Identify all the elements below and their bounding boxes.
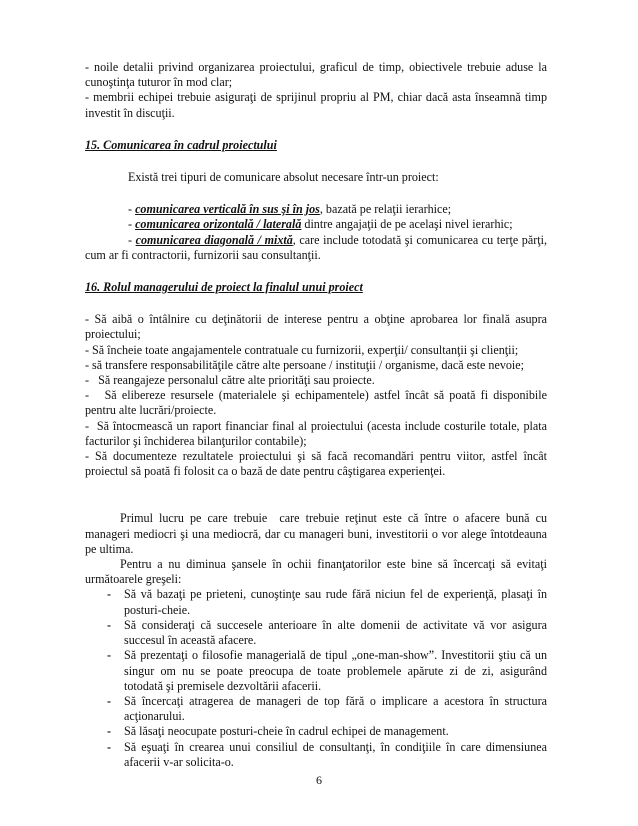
end-role-item: - Să aibă o întâlnire cu deţinătorii de interese pentru a obţine aprobarea lor finală asupra proiectului; (85, 312, 547, 342)
communication-type-name: comunicarea diagonală / mixtă (135, 232, 293, 247)
communication-type: - comunicarea diagonală / mixtă, care include totodată şi comunicarea cu terţe părţi, cum ar fi contractorii, furnizorii sau consultanţii. (85, 232, 547, 262)
mistake-item: - Să prezentaţi o filosofie managerială de tipul „one-man-show”. Investitorii ştiu că un singur om nu se poate preocupa de toate problemele apărute zi de zi, asigurând totodată şi premisele dezvoltării afacerii. (107, 648, 547, 693)
communication-type: - comunicarea verticală în sus şi în jos, bazată pe relaţii ierarhice; (128, 202, 452, 217)
closing-paragraph: Pentru a nu diminua şansele în ochii finanţatorilor este bine să încercaţi să evitaţi următoarele greşeli: (85, 557, 547, 587)
document-page (85, 60, 551, 770)
section-15-heading: 15. Comunicarea în cadrul proiectului (85, 137, 277, 152)
mistake-item: - Să eşuaţi în crearea unui consiliul de consultanţi, în condiţiile în care dimensiunea afacerii v-ar solicita-o. (107, 739, 547, 769)
end-role-item: - Să elibereze resursele (materialele şi echipamentele) astfel încât să poată fi disponibile pentru alte lucrări/proiecte. (85, 388, 551, 418)
end-role-item: - Să documenteze rezultatele proiectului şi să facă recomandări pentru viitor, astfel încât proiectul să poată fi folosit ca o bază de date pentru câştigarea experienţei. (85, 449, 547, 479)
section-16-heading: 16. Rolul managerului de proiect la finalul unui proiect (85, 280, 363, 295)
communication-type-name: comunicarea orizontală / laterală (135, 217, 302, 232)
section-15-intro: Există trei tipuri de comunicare absolut necesare într-un proiect: (128, 170, 439, 185)
mistakes-list (85, 587, 547, 769)
page-number: 6 (316, 773, 322, 787)
communication-types-list (85, 202, 547, 263)
communication-type: - comunicarea orizontală / laterală dintre angajaţii de pe acelaşi nivel ierarhic; (128, 217, 513, 232)
closing-paragraph: Primul lucru pe care trebuie care trebuie reţinut este că între o afacere bună cu manageri mediocri şi una mediocră, dar cu manageri buni, investitorii o vor alege întotdeauna pe ultima. (85, 511, 551, 556)
end-role-item: - Să reangajeze personalul către alte priorităţi sau proiecte. (85, 373, 375, 388)
end-role-item: - Să încheie toate angajamentele contratuale cu furnizorii, experţii/ consultanţii şi clienţii; (85, 342, 519, 357)
mistake-item: - Să lăsaţi neocupate posturi-cheie în cadrul echipei de management. (107, 724, 449, 739)
mistake-item: - Să consideraţi că succesele anterioare în alte domenii de activitate vă vor asigura succesul în această afacere. (107, 617, 547, 648)
mistake-item: - Să vă bazaţi pe prieteni, cunoştinţe sau rude fără niciun fel de experienţă, plasaţi în posturi-cheie. (107, 587, 547, 617)
intro-line: - noile detalii privind organizarea proiectului, graficul de timp, obiectivele trebuie aduse la cunoştinţa tuturor în mod clar; (85, 60, 547, 90)
end-role-item: - Să întocmească un raport financiar final al proiectului (acesta include costurile totale, plata facturilor şi închiderea bilanţurilor contabile); (85, 418, 551, 448)
communication-type-name: comunicarea verticală în sus şi în jos (135, 202, 320, 217)
intro-line: - membrii echipei trebuie asiguraţi de sprijinul propriu al PM, chiar dacă asta înseamnă timp investit în discuţii. (85, 90, 547, 120)
mistake-item: - Să încercaţi atragerea de manageri de top fără o implicare a acestora în structura acţionarului. (107, 693, 547, 724)
end-role-item: - să transfere responsabilităţile către alte persoane / instituţii / organisme, dacă este nevoie; (85, 357, 525, 372)
